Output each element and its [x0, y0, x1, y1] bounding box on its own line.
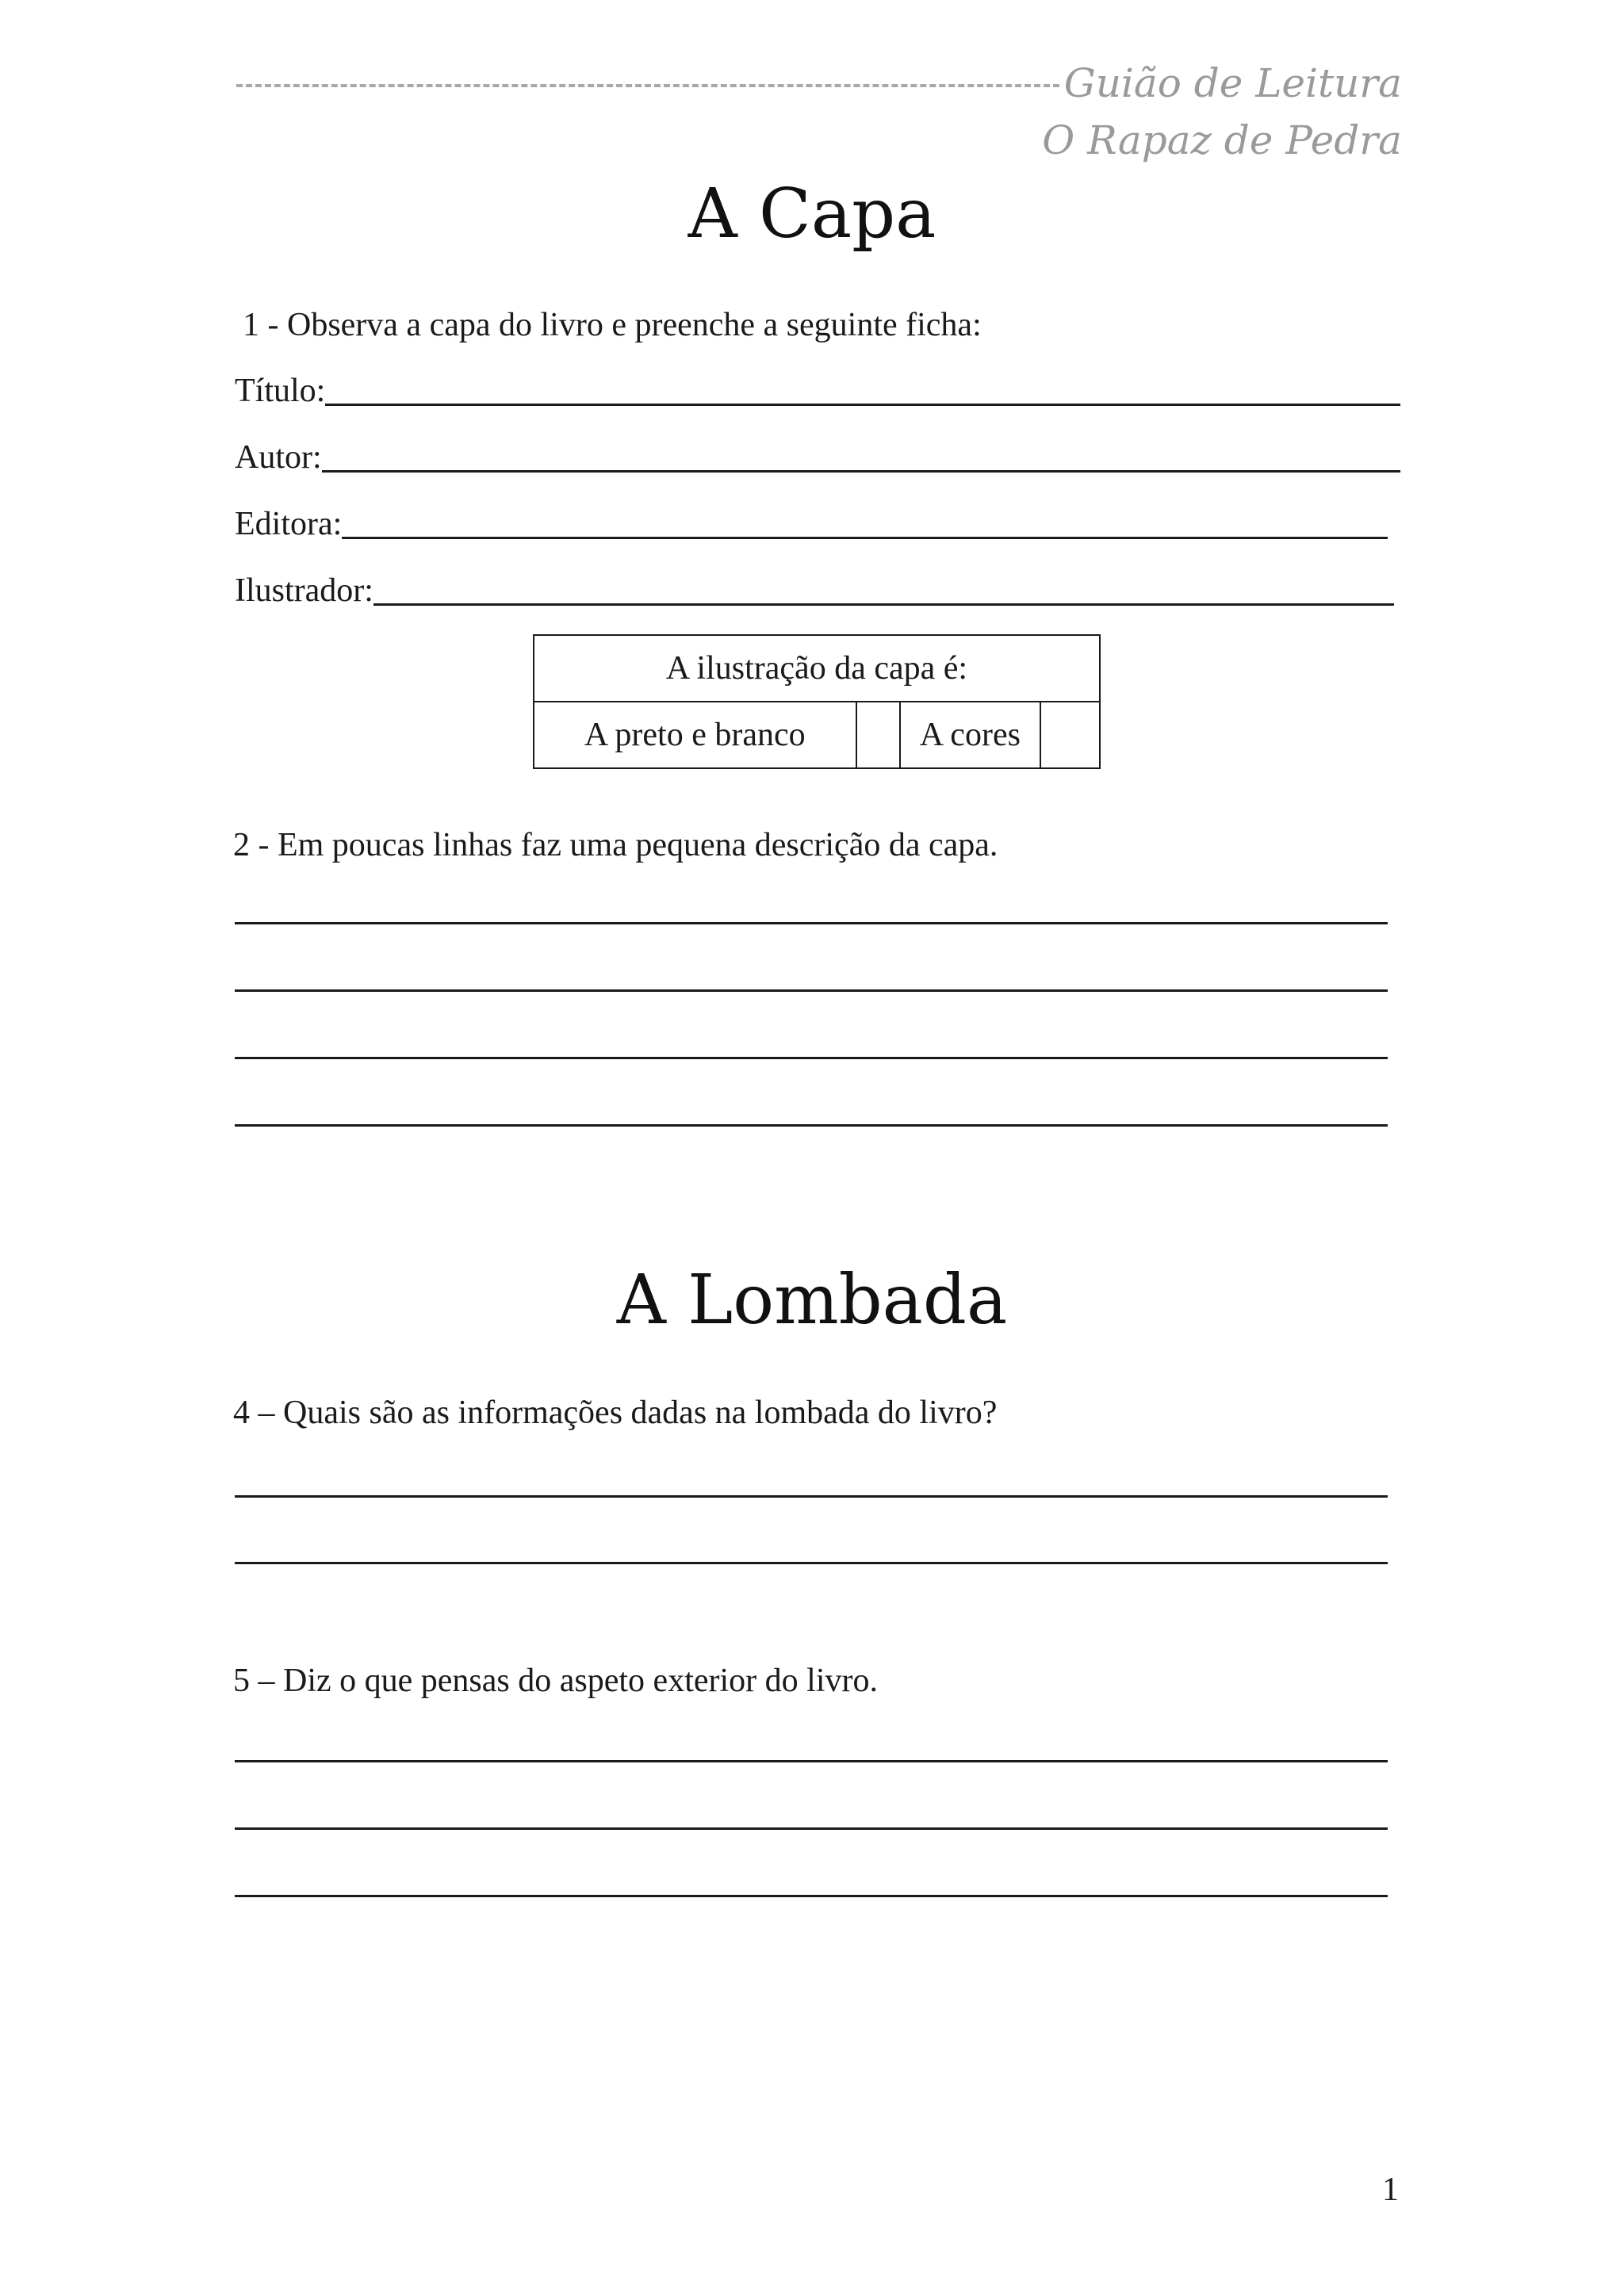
section-title-capa: A Capa	[688, 174, 936, 254]
question-4: 4 – Quais são as informações dadas na lombada do livro?	[233, 1395, 998, 1431]
answer-line-q2-1[interactable]	[235, 922, 1388, 924]
header-book-title: O Rapaz de Pedra	[1042, 117, 1402, 163]
field-titulo-label: Título:	[235, 373, 326, 409]
header-title-row	[236, 55, 1402, 111]
header-dashed-rule	[236, 84, 1059, 87]
header-guide-title: Guião de Leitura	[1063, 60, 1402, 106]
answer-line-q5-2[interactable]	[235, 1827, 1388, 1830]
answer-line-q2-2[interactable]	[235, 989, 1388, 992]
question-1: 1 - Observa a capa do livro e preenche a seguinte ficha:	[243, 307, 982, 343]
answer-line-q2-4[interactable]	[235, 1124, 1388, 1127]
field-autor[interactable]	[235, 428, 1400, 474]
field-ilustrador-label: Ilustrador:	[235, 572, 373, 609]
answer-line-q5-1[interactable]	[235, 1760, 1388, 1762]
option-color-checkbox[interactable]	[1040, 702, 1100, 768]
field-ilustrador[interactable]	[235, 561, 1394, 607]
section-title-lombada: A Lombada	[616, 1261, 1008, 1340]
option-black-white-checkbox[interactable]	[856, 702, 900, 768]
answer-line-q4-1[interactable]	[235, 1495, 1388, 1498]
question-5: 5 – Diz o que pensas do aspeto exterior do livro.	[233, 1663, 878, 1699]
field-ilustrador-line[interactable]	[373, 603, 1394, 606]
illustration-table	[533, 634, 1101, 769]
answer-line-q5-3[interactable]	[235, 1895, 1388, 1897]
field-editora-label: Editora:	[235, 506, 343, 542]
illustration-table-header: A ilustração da capa é:	[534, 635, 1100, 702]
option-black-white-label: A preto e branco	[534, 702, 856, 768]
field-titulo-line[interactable]	[325, 404, 1400, 406]
field-autor-label: Autor:	[235, 439, 322, 476]
answer-line-q2-3[interactable]	[235, 1057, 1388, 1059]
option-color-label: A cores	[900, 702, 1040, 768]
field-editora-line[interactable]	[342, 537, 1388, 539]
field-titulo[interactable]	[235, 362, 1400, 408]
page-number: 1	[1382, 2172, 1399, 2208]
question-2: 2 - Em poucas linhas faz uma pequena descrição da capa.	[233, 827, 998, 863]
field-autor-line[interactable]	[322, 470, 1400, 473]
field-editora[interactable]	[235, 495, 1388, 541]
answer-line-q4-2[interactable]	[235, 1562, 1388, 1564]
